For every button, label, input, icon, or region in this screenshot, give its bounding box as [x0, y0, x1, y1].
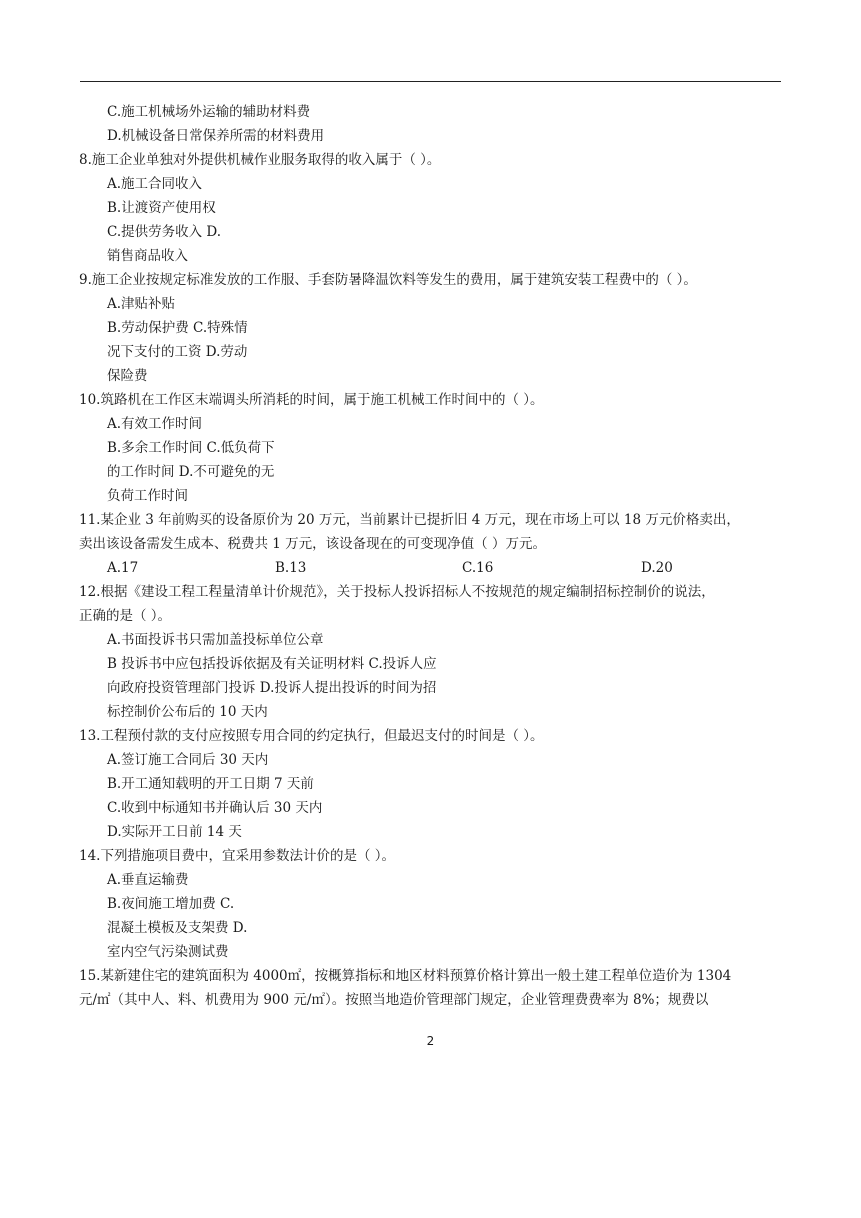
- option-text: 混凝土模板及支架费 D.: [107, 920, 248, 936]
- question-text: 8.施工企业单独对外提供机械作业服务取得的收入属于（ ）。: [79, 152, 441, 168]
- option-text: B.开工通知载明的开工日期 7 天前: [107, 776, 314, 792]
- option-text: 向政府投资管理部门投诉 D.投诉人提出投诉的时间为招: [107, 680, 437, 696]
- option-text: 况下支付的工资 D.劳动: [107, 344, 248, 360]
- question-text: 14.下列措施项目费中，宜采用参数法计价的是（ ）。: [79, 848, 396, 864]
- option-text: B.夜间施工增加费 C.: [107, 896, 235, 912]
- option-text: A.津贴补贴: [107, 296, 176, 312]
- option-text: 保险费: [107, 368, 148, 384]
- option-text: B.劳动保护费 C.特殊情: [107, 320, 248, 336]
- option-text: B 投诉书中应包括投诉依据及有关证明材料 C.投诉人应: [107, 656, 437, 672]
- option-text: B.多余工作时间 C.低负荷下: [107, 440, 275, 456]
- question-text: 10.筑路机在工作区末端调头所消耗的时间，属于施工机械工作时间中的（ ）。: [79, 392, 544, 408]
- question-text: 正确的是（ ）。: [79, 608, 172, 624]
- option-text: 室内空气污染测试费: [107, 944, 229, 960]
- header-rule: [80, 81, 781, 82]
- question-text: 13.工程预付款的支付应按照专用合同的约定执行，但最迟支付的时间是（ ）。: [79, 728, 544, 744]
- option-text: A.书面投诉书只需加盖投标单位公章: [107, 632, 324, 648]
- option-text: C.收到中标通知书并确认后 30 天内: [107, 800, 323, 816]
- question-text: 12.根据《建设工程工程量清单计价规范》，关于投标人投诉招标人不按规范的规定编制招标控制价的说法，: [79, 584, 715, 600]
- option-text: D.机械设备日常保养所需的材料费用: [107, 128, 325, 144]
- question-text: 元/㎡（其中人、料、机费用为 900 元/㎡）。按照当地造价管理部门规定，企业管理费费率为 8%；规费以: [79, 992, 709, 1008]
- question-text: 卖出该设备需发生成本、税费共 1 万元，该设备现在的可变现净值（ ）万元。: [79, 536, 546, 552]
- option-text: C.施工机械场外运输的辅助材料费: [107, 104, 311, 120]
- option-text: C.16: [462, 560, 494, 576]
- question-text: 11.某企业 3 年前购买的设备原价为 20 万元，当前累计已提折旧 4 万元，现在市场上可以 18 万元价格卖出，: [79, 512, 740, 528]
- option-text: D.实际开工日前 14 天: [107, 824, 242, 840]
- option-text: 标控制价公布后的 10 天内: [107, 704, 268, 720]
- option-text: A.签订施工合同后 30 天内: [107, 752, 269, 768]
- page-number: 2: [426, 1034, 435, 1048]
- option-text: A.17: [107, 560, 139, 576]
- option-text: A.有效工作时间: [107, 416, 203, 432]
- option-text: B.让渡资产使用权: [107, 200, 216, 216]
- option-text: 负荷工作时间: [107, 488, 188, 504]
- option-text: A.垂直运输费: [107, 872, 189, 888]
- option-text: C.提供劳务收入 D.: [107, 224, 222, 240]
- option-text: 的工作时间 D.不可避免的无: [107, 464, 275, 480]
- option-text: A.施工合同收入: [107, 176, 203, 192]
- option-text: B.13: [275, 560, 307, 576]
- question-text: 9.施工企业按规定标准发放的工作服、手套防暑降温饮料等发生的费用，属于建筑安装工程费中的（ ）。: [79, 272, 697, 288]
- question-text: 15.某新建住宅的建筑面积为 4000㎡，按概算指标和地区材料预算价格计算出一般土建工程单位造价为 1304: [79, 968, 732, 984]
- option-text: D.20: [641, 560, 673, 576]
- option-row: [79, 556, 785, 580]
- document-body: [79, 100, 785, 1012]
- option-text: 销售商品收入: [107, 248, 188, 264]
